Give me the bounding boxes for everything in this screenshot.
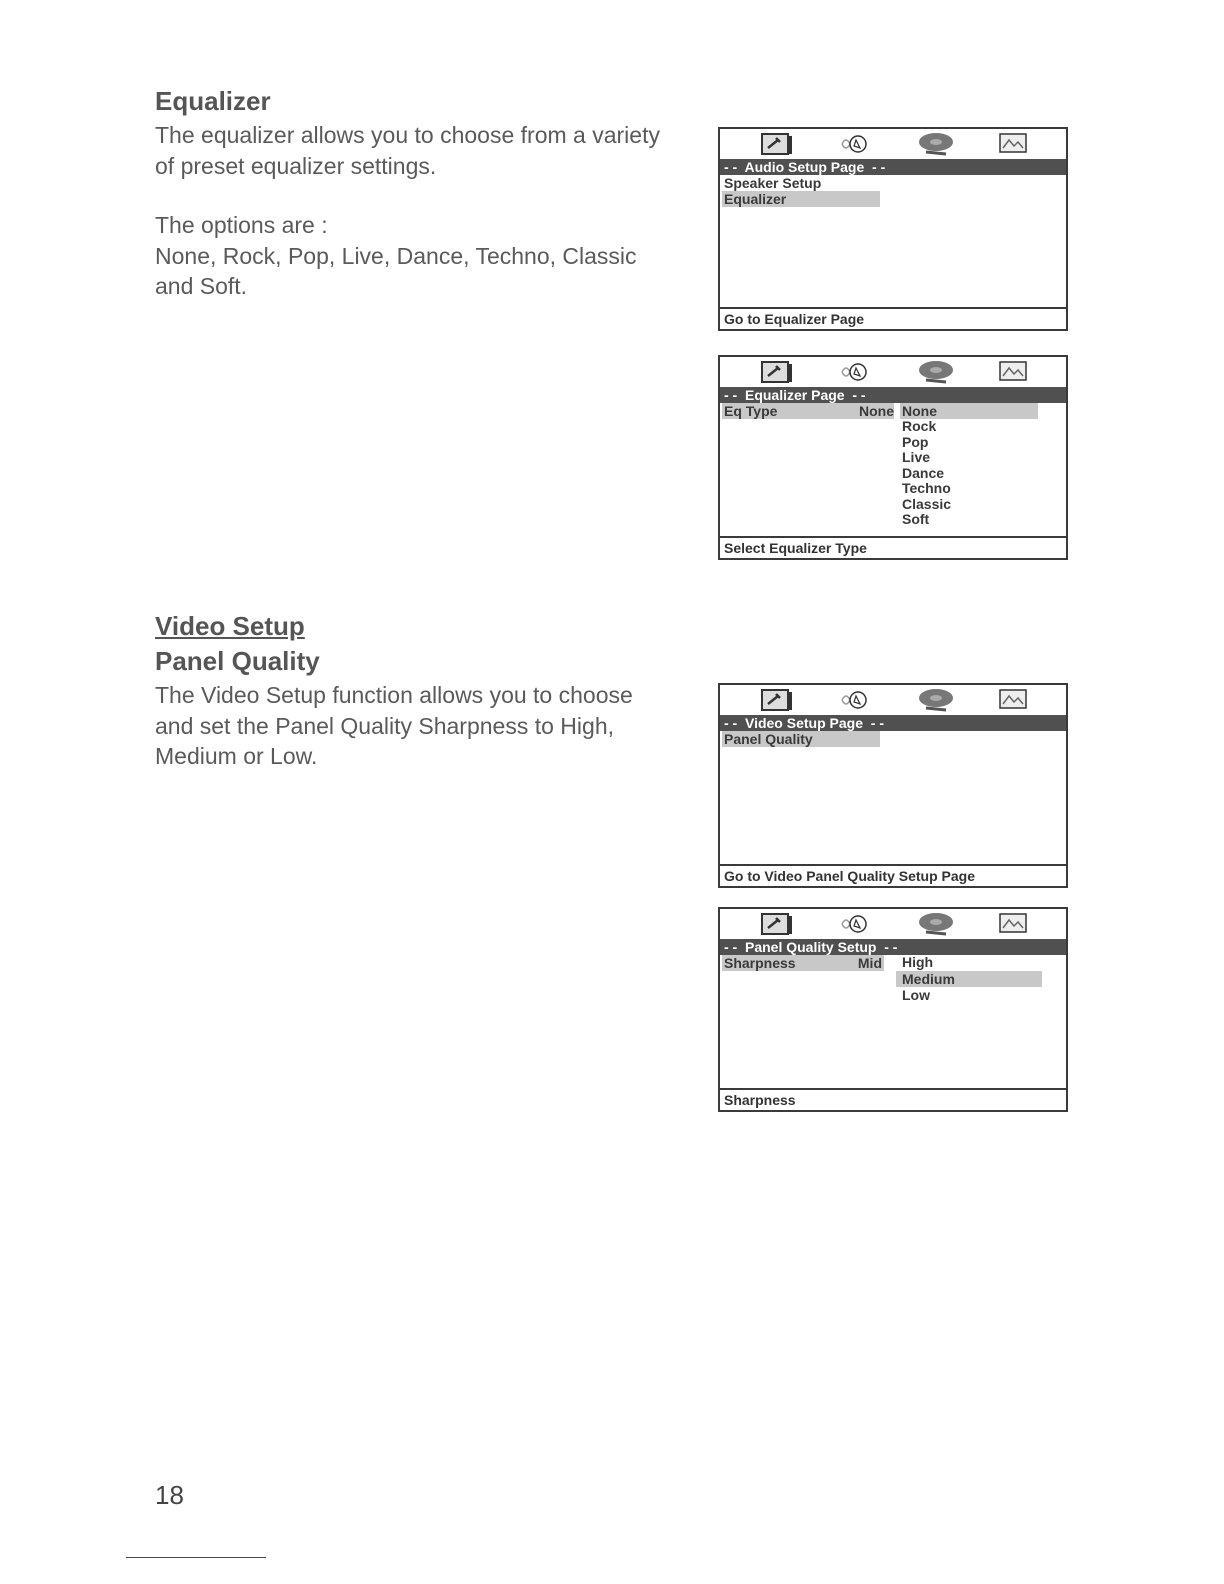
- osd-title-bar: - - Panel Quality Setup - -: [720, 939, 1066, 955]
- eq-option-none[interactable]: None: [900, 403, 1038, 419]
- footer-rule: [126, 1557, 266, 1558]
- wrench-icon: [760, 912, 794, 936]
- eq-type-row[interactable]: [722, 403, 894, 419]
- osd-body: [720, 403, 1066, 558]
- video-setup-title: Video Setup: [155, 611, 305, 641]
- disc-icon: [916, 912, 956, 938]
- osd-icon-bar: [720, 357, 1066, 387]
- menu-item-equalizer[interactable]: Equalizer: [722, 191, 880, 207]
- sharpness-option-medium[interactable]: Medium: [896, 971, 1042, 987]
- speaker-icon: [838, 360, 872, 384]
- picture-icon: [998, 132, 1028, 154]
- video-setup-description: The Video Setup function allows you to choose and set the Panel Quality Sharpness to High, Medium or Low.: [155, 682, 633, 769]
- speaker-icon: [838, 132, 872, 156]
- wrench-icon: [760, 688, 794, 712]
- osd-icon-bar: [720, 685, 1066, 715]
- disc-icon: [916, 132, 956, 158]
- picture-icon: [998, 912, 1028, 934]
- osd-audio-setup: [718, 127, 1068, 331]
- eq-option-pop[interactable]: Pop: [902, 433, 929, 450]
- wrench-icon: [760, 360, 794, 384]
- sharpness-value: Mid: [857, 955, 882, 971]
- osd-icon-bar: [720, 129, 1066, 159]
- sharpness-option-low[interactable]: Low: [902, 987, 930, 1003]
- osd-equalizer-page: [718, 355, 1068, 560]
- eq-option-soft[interactable]: Soft: [902, 511, 930, 527]
- osd-panel-quality: [718, 907, 1068, 1112]
- osd-status-bar: Go to Equalizer Page: [720, 307, 1066, 329]
- sharpness-option-high[interactable]: High: [902, 954, 934, 970]
- eq-type-label: Eq Type: [724, 403, 778, 419]
- eq-option-techno[interactable]: Techno: [902, 480, 951, 496]
- eq-type-value: None: [859, 403, 894, 419]
- equalizer-heading: Equalizer: [155, 86, 271, 116]
- osd-body: [720, 731, 1066, 886]
- osd-title-bar: - - Equalizer Page - -: [720, 387, 1066, 403]
- equalizer-description: The equalizer allows you to choose from a variety of preset equalizer settings.: [155, 122, 660, 179]
- speaker-icon: [838, 688, 872, 712]
- osd-body: [720, 175, 1066, 329]
- disc-icon: [916, 360, 956, 386]
- picture-icon: [998, 360, 1028, 382]
- osd-title-bar: - - Audio Setup Page - -: [720, 159, 1066, 175]
- sharpness-row[interactable]: [722, 955, 884, 971]
- speaker-icon: [838, 912, 872, 936]
- osd-body: [720, 955, 1066, 1110]
- wrench-icon: [760, 132, 794, 156]
- eq-option-live[interactable]: Live: [902, 449, 931, 465]
- sharpness-label: Sharpness: [724, 955, 796, 971]
- eq-option-dance[interactable]: Dance: [902, 464, 945, 481]
- eq-option-rock[interactable]: Rock: [902, 418, 937, 434]
- disc-icon: [916, 688, 956, 714]
- osd-status-bar: Go to Video Panel Quality Setup Page: [720, 864, 1066, 886]
- menu-item-panel-quality[interactable]: Panel Quality: [722, 731, 880, 747]
- menu-item-speaker-setup[interactable]: Speaker Setup: [724, 175, 822, 191]
- osd-status-bar: Select Equalizer Type: [720, 536, 1066, 558]
- osd-video-setup: [718, 683, 1068, 888]
- equalizer-options-text: The options are : None, Rock, Pop, Live, Dance, Techno, Classic and Soft.: [155, 212, 637, 299]
- eq-option-classic[interactable]: Classic: [902, 495, 952, 512]
- page-number: 18: [155, 1480, 184, 1510]
- osd-status-bar: Sharpness: [720, 1088, 1066, 1110]
- picture-icon: [998, 688, 1028, 710]
- osd-title-bar: - - Video Setup Page - -: [720, 715, 1066, 731]
- osd-icon-bar: [720, 909, 1066, 939]
- panel-quality-heading: Panel Quality: [155, 646, 320, 676]
